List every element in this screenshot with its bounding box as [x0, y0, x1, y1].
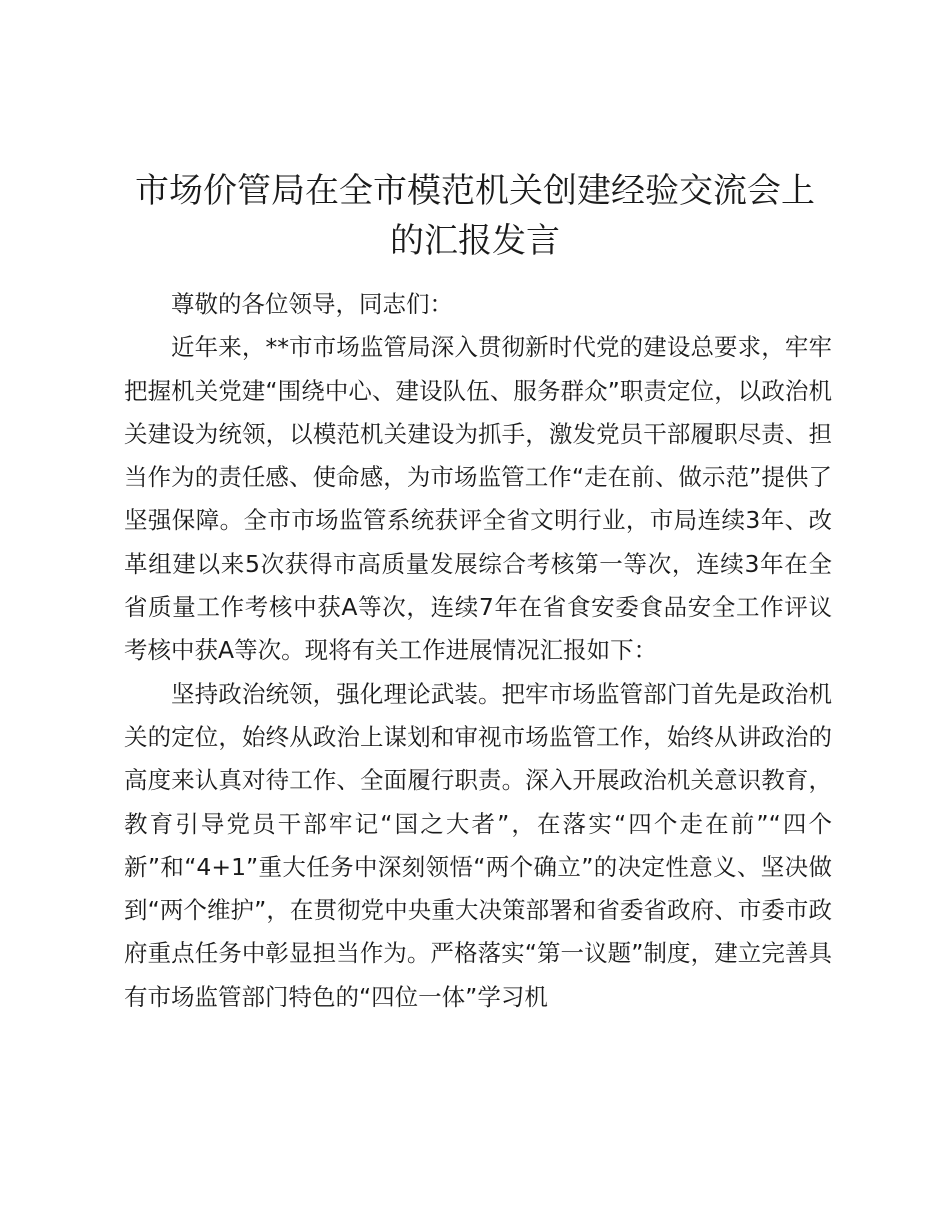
- intro-paragraph: 近年来，**市市场监管局深入贯彻新时代党的建设总要求，牢牢把握机关党建“围绕中心、建设队伍、服务群众”职责定位，以政治机关建设为统领，以模范机关建设为抓手，激发党员干部履职尽责、担当作为的责任感、使命感，为市场监管工作“走在前、做示范”提供了坚强保障。全市市场监管系统获评全省文明行业，市局连续3年、改革组建以来5次获得市高质量发展综合考核第一等次，连续3年在全省质量工作考核中获A等次，连续7年在省食安委食品安全工作评议考核中获A等次。现将有关工作进展情况汇报如下：: [124, 333, 832, 665]
- document-title: 市场价管局在全市模范机关创建经验交流会上的汇报发言: [135, 171, 815, 261]
- document-body: [124, 283, 832, 1019]
- salutation-paragraph: 尊敬的各位领导，同志们：: [171, 290, 453, 318]
- body-paragraph: 坚持政治统领，强化理论武装。把牢市场监管部门首先是政治机关的定位，始终从政治上谋划和审视市场监管工作，始终从讲政治的高度来认真对待工作、全面履行职责。深入开展政治机关意识教育，教育引导党员干部牢记“国之大者”，在落实“四个走在前”“四个新”和“4+1”重大任务中深刻领悟“两个确立”的决定性意义、坚决做到“两个维护”，在贯彻党中央重大决策部署和省委省政府、市委市政府重点任务中彰显担当作为。严格落实“第一议题”制度，建立完善具有市场监管部门特色的“四位一体”学习机: [124, 679, 832, 1011]
